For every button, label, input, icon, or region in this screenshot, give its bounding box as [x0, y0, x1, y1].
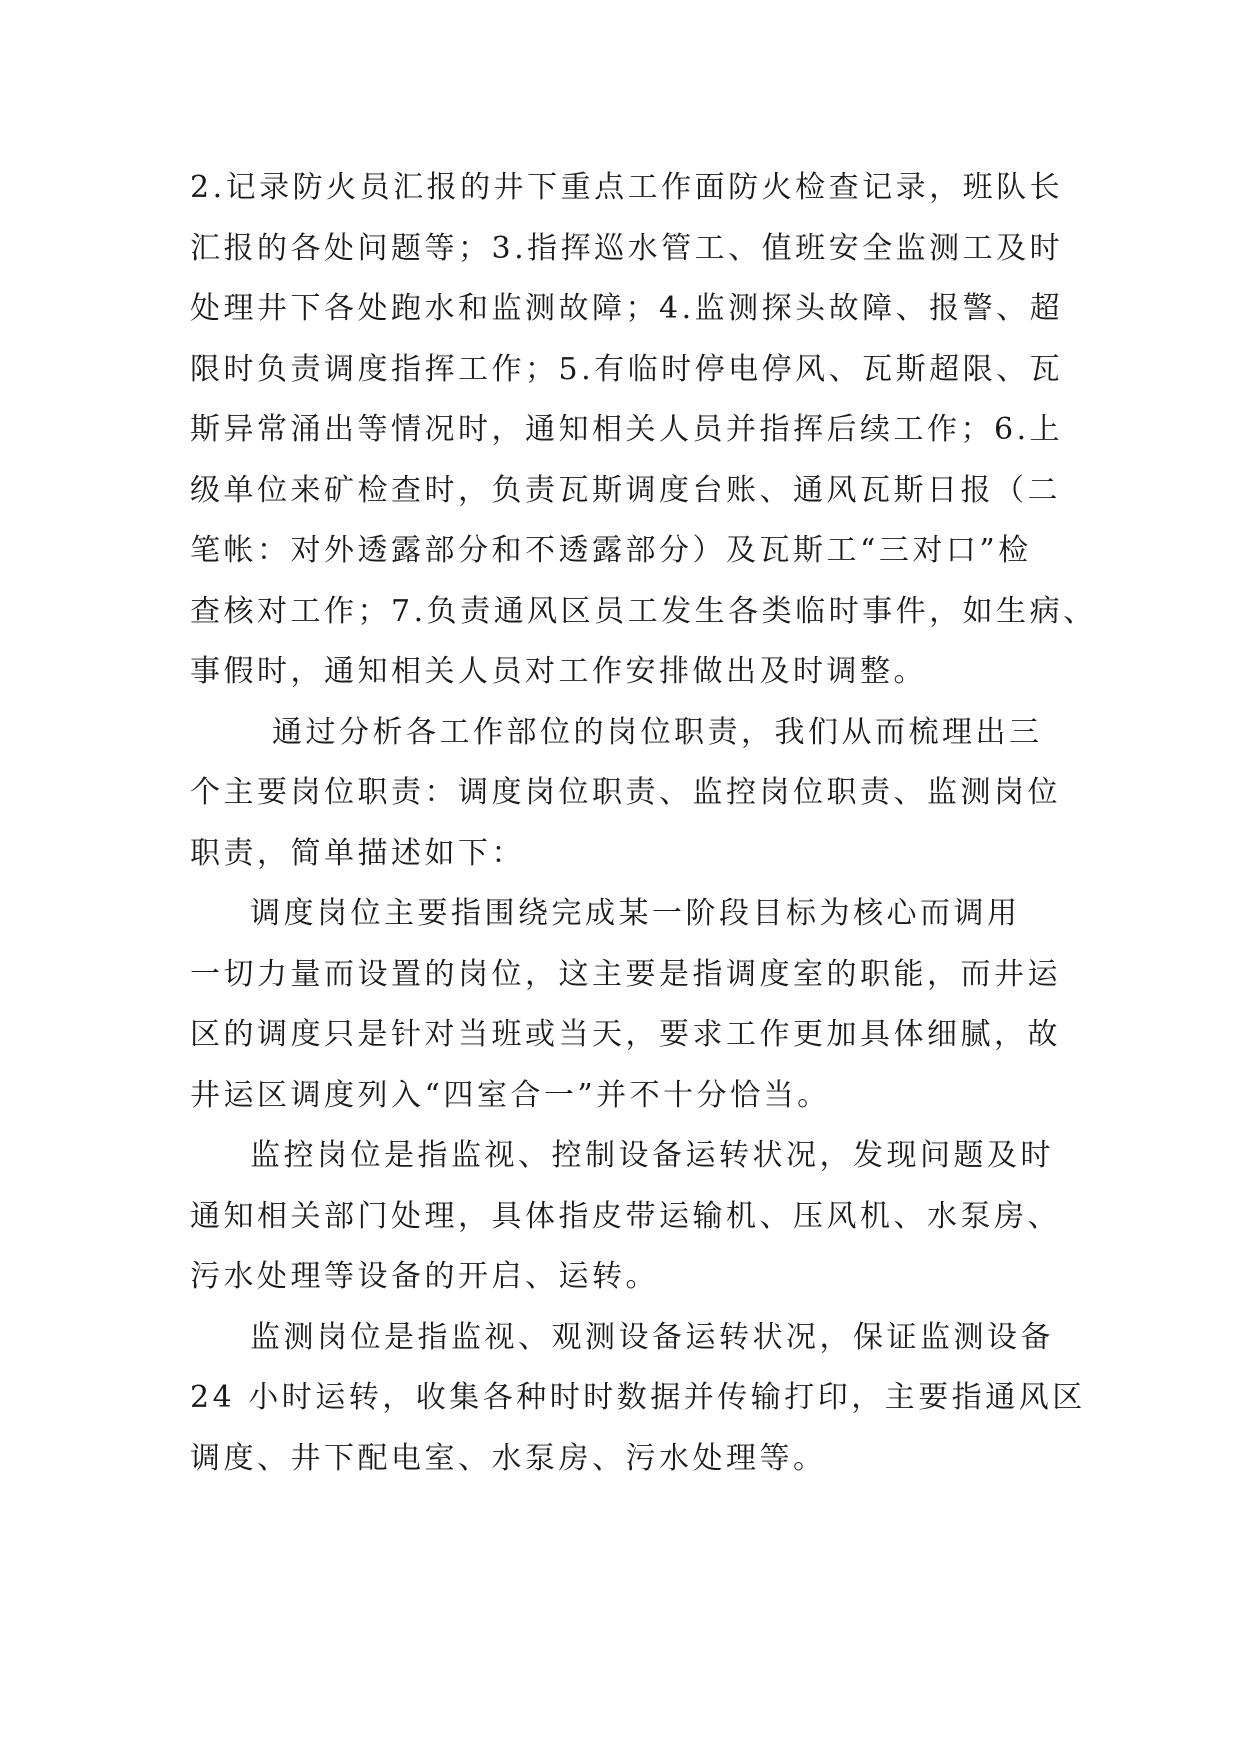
paragraph-duties-list	[190, 158, 1097, 703]
paragraph-summary	[190, 703, 1070, 885]
text-line: 2.记录防火员汇报的井下重点工作面防火检查记录，班队长	[190, 170, 1064, 205]
text-line: 个主要岗位职责：调度岗位职责、监控岗位职责、监测岗位	[190, 775, 1061, 810]
text-line: 斯异常涌出等情况时，通知相关人员并指挥后续工作；6.上	[190, 412, 1064, 447]
paragraph-dispatch-post	[190, 884, 1070, 1126]
text-line: 井运区调度列入“四室合一”并不十分恰当。	[190, 1077, 831, 1113]
text-line: 调度、井下配电室、水泵房、污水处理等。	[190, 1440, 827, 1476]
document-body	[190, 158, 1097, 1489]
text-line: 调度岗位主要指围绕完成某一阶段目标为核心而调用	[250, 896, 1021, 931]
text-line: 24 小时运转，收集各种时时数据并传输打印，主要指通风区	[190, 1380, 1086, 1415]
text-line: 查核对工作；7.负责通风区员工发生各类临时事件，如生病、	[190, 593, 1097, 629]
paragraph-monitoring-control-post	[190, 1126, 1070, 1308]
text-line: 事假时，通知相关人员对工作安排做出及时调整。	[190, 654, 927, 689]
text-line: 级单位来矿检查时，负责瓦斯调度台账、通风瓦斯日报（二	[190, 472, 1061, 508]
text-line: 区的调度只是针对当班或当天，要求工作更加具体细腻，故	[190, 1017, 1061, 1052]
text-line: 监控岗位是指监视、控制设备运转状况，发现问题及时	[250, 1138, 1054, 1173]
paragraph-monitoring-observation-post	[190, 1308, 1086, 1490]
text-line: 汇报的各处问题等；3.指挥巡水管工、值班安全监测工及时	[190, 230, 1064, 266]
text-line: 笔帐：对外透露部分和不透露部分）及瓦斯工“三对口”检	[190, 533, 1032, 568]
text-line: 一切力量而设置的岗位，这主要是指调度室的职能，而井运	[190, 956, 1061, 992]
text-line: 限时负责调度指挥工作；5.有临时停电停风、瓦斯超限、瓦	[190, 351, 1064, 387]
text-line: 污水处理等设备的开启、运转。	[190, 1259, 659, 1294]
text-line: 处理井下各处跑水和监测故障；4.监测探头故障、报警、超	[190, 291, 1064, 326]
text-line: 职责，简单描述如下：	[190, 835, 525, 871]
text-line: 通过分析各工作部位的岗位职责，我们从而梳理出三	[272, 714, 1043, 750]
text-line: 通知相关部门处理，具体指皮带运输机、压风机、水泵房、	[190, 1198, 1061, 1234]
text-line: 监测岗位是指监视、观测设备运转状况，保证监测设备	[250, 1319, 1054, 1355]
